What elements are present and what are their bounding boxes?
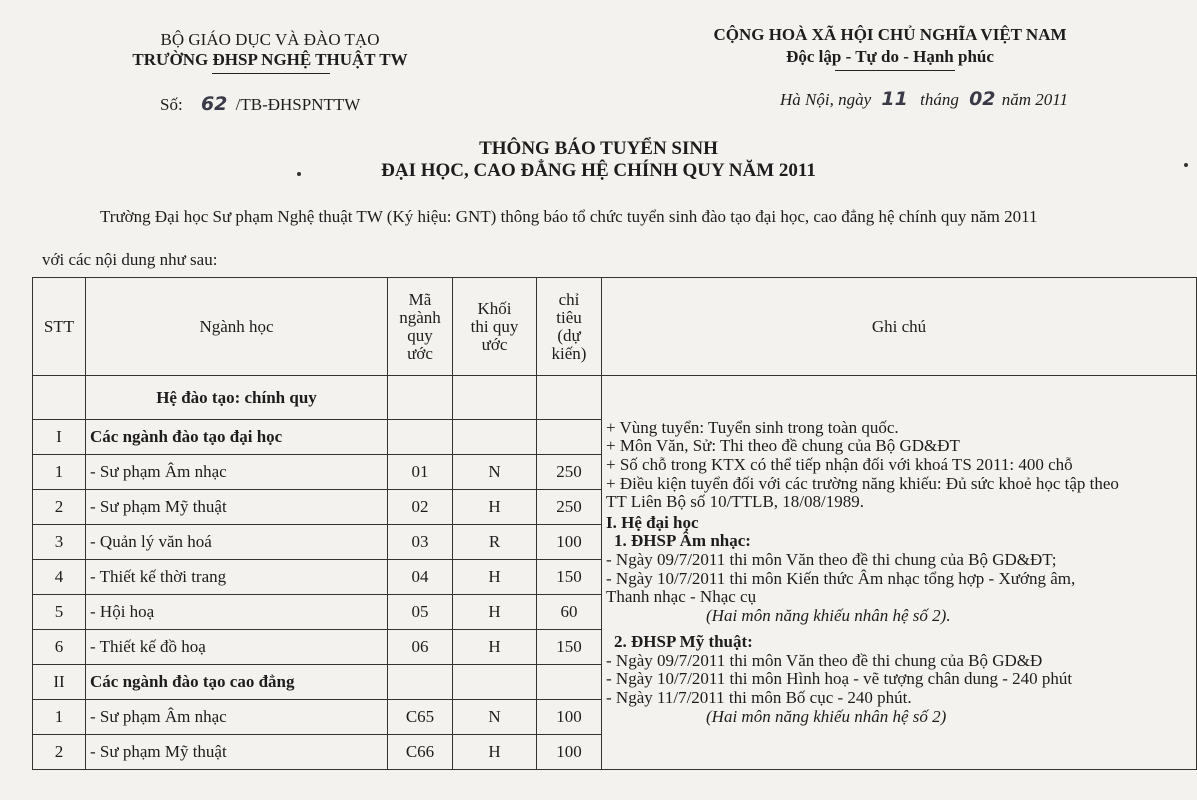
header-quota-line: tiêu <box>556 307 582 327</box>
row-code: 06 <box>388 630 453 665</box>
note-line: - Ngày 10/7/2011 thi môn Kiến thức Âm nhạc tổng hợp - Xướng âm, <box>606 568 1076 588</box>
row-code: 01 <box>388 455 453 490</box>
row-code: 02 <box>388 490 453 525</box>
row-block: H <box>453 490 537 525</box>
row-major: - Hội hoạ <box>86 595 388 630</box>
note-italic: (Hai môn năng khiếu nhân hệ số 2) <box>706 706 947 726</box>
table-header-row <box>33 278 1197 376</box>
group-empty-cell <box>388 665 453 700</box>
header-quota <box>537 278 602 376</box>
doc-no-label: Số: <box>160 95 183 114</box>
row-block: H <box>453 735 537 770</box>
note-line: - Ngày 09/7/2011 thi môn Văn theo đề thi chung của Bộ GD&Đ <box>606 650 1043 670</box>
note-line: - Ngày 11/7/2011 thi môn Bố cục - 240 phút. <box>606 688 912 708</box>
row-block: N <box>453 455 537 490</box>
row-code: 03 <box>388 525 453 560</box>
row-number: 5 <box>33 595 86 630</box>
header-block-line: thi quy <box>470 316 519 336</box>
row-major: - Sư phạm Mỹ thuật <box>86 490 388 525</box>
note-line: - Ngày 09/7/2011 thi môn Văn theo đề thi chung của Bộ GD&ĐT; <box>606 549 1057 569</box>
intro-paragraph: Trường Đại học Sư phạm Nghệ thuật TW (Ký hiệu: GNT) thông báo tổ chức tuyển sinh đào tạo đại học, cao đẳng hệ chính quy năm 2011 <box>100 207 1038 226</box>
row-number: 6 <box>33 630 86 665</box>
notes-cell <box>602 376 1197 770</box>
header-notes: Ghi chú <box>602 278 1197 376</box>
row-major: - Thiết kế đồ hoạ <box>86 630 388 665</box>
date-year: năm 2011 <box>1001 90 1069 109</box>
header-stt: STT <box>33 278 86 376</box>
header-quota-line: kiến) <box>551 343 587 363</box>
note-line: + Vùng tuyển: Tuyển sinh trong toàn quốc. <box>606 417 899 437</box>
group-empty-cell <box>537 420 602 455</box>
ministry-name: BỘ GIÁO DỤC VÀ ĐÀO TẠO <box>160 30 380 49</box>
header-major: Ngành học <box>86 278 388 376</box>
group-roman: I <box>33 420 86 455</box>
group-name: Các ngành đào tạo đại học <box>86 420 388 455</box>
group-name: Các ngành đào tạo cao đẳng <box>86 665 388 700</box>
date-day: 11 <box>881 88 908 110</box>
row-number: 1 <box>33 455 86 490</box>
row-number: 1 <box>33 700 86 735</box>
row-number: 4 <box>33 560 86 595</box>
header-quota-line: chỉ <box>558 289 580 309</box>
system-stt-cell <box>33 376 86 420</box>
system-empty-cell <box>388 376 453 420</box>
row-block: H <box>453 630 537 665</box>
note-line: + Số chỗ trong KTX có thể tiếp nhận đối với khoá TS 2011: 400 chỗ <box>606 454 1073 474</box>
group-empty-cell <box>537 665 602 700</box>
school-underline <box>212 73 330 74</box>
row-block: H <box>453 560 537 595</box>
row-quota: 100 <box>537 735 602 770</box>
header-code-line: quy <box>407 325 433 345</box>
republic-title: CỘNG HOÀ XÃ HỘI CHỦ NGHĨA VIỆT NAM <box>713 25 1067 44</box>
notice-subtitle: ĐẠI HỌC, CAO ĐẲNG HỆ CHÍNH QUY NĂM 2011 <box>381 160 816 181</box>
row-quota: 250 <box>537 490 602 525</box>
note-line: Thanh nhạc - Nhạc cụ <box>606 587 757 607</box>
row-major: - Sư phạm Mỹ thuật <box>86 735 388 770</box>
doc-no-suffix: /TB-ĐHSPNTTW <box>235 95 361 114</box>
row-code: 04 <box>388 560 453 595</box>
row-quota: 150 <box>537 630 602 665</box>
header-code-line: Mã <box>408 289 432 309</box>
date-prefix: Hà Nội, ngày <box>780 90 872 109</box>
note-subheading: 1. ĐHSP Âm nhạc: <box>614 531 751 551</box>
date-month-label: tháng <box>920 90 959 109</box>
admission-table <box>32 277 1197 770</box>
row-quota: 250 <box>537 455 602 490</box>
row-code: 05 <box>388 595 453 630</box>
note-line: - Ngày 10/7/2011 thi môn Hình hoạ - vẽ tượng chân dung - 240 phút <box>606 669 1073 689</box>
date-line <box>780 88 1068 110</box>
row-number: 2 <box>33 490 86 525</box>
date-month: 02 <box>969 88 996 110</box>
motto: Độc lập - Tự do - Hạnh phúc <box>786 47 994 66</box>
row-block: N <box>453 700 537 735</box>
motto-underline <box>835 70 955 71</box>
header-block <box>453 278 537 376</box>
school-name: TRƯỜNG ĐHSP NGHỆ THUẬT TW <box>132 50 408 69</box>
row-quota: 100 <box>537 700 602 735</box>
group-roman: II <box>33 665 86 700</box>
row-code: C66 <box>388 735 453 770</box>
note-heading: I. Hệ đại học <box>606 512 699 532</box>
group-empty-cell <box>453 665 537 700</box>
row-quota: 100 <box>537 525 602 560</box>
row-number: 2 <box>33 735 86 770</box>
header-code-line: ngành <box>399 307 441 327</box>
system-empty-cell <box>537 376 602 420</box>
note-line: + Điều kiện tuyển đối với các trường năng khiếu: Đủ sức khoẻ học tập theo <box>606 473 1119 493</box>
row-number: 3 <box>33 525 86 560</box>
header-block-line: ước <box>481 334 508 354</box>
row-major: - Thiết kế thời trang <box>86 560 388 595</box>
note-italic: (Hai môn năng khiếu nhân hệ số 2). <box>706 605 951 625</box>
intro-continuation: với các nội dung như sau: <box>42 250 218 269</box>
note-line: TT Liên Bộ số 10/TTLB, 18/08/1989. <box>606 492 864 512</box>
system-label: Hệ đào tạo: chính quy <box>86 376 388 420</box>
row-quota: 150 <box>537 560 602 595</box>
group-empty-cell <box>388 420 453 455</box>
row-major: - Sư phạm Âm nhạc <box>86 455 388 490</box>
system-empty-cell <box>453 376 537 420</box>
header-block-line: Khối <box>477 298 512 318</box>
row-block: R <box>453 525 537 560</box>
group-empty-cell <box>453 420 537 455</box>
row-major: - Quản lý văn hoá <box>86 525 388 560</box>
notice-title: THÔNG BÁO TUYỂN SINH <box>479 138 718 159</box>
row-major: - Sư phạm Âm nhạc <box>86 700 388 735</box>
row-code: C65 <box>388 700 453 735</box>
header-quota-line: (dự <box>557 325 581 345</box>
doc-no-handwritten: 62 <box>200 93 228 115</box>
scan-speck <box>297 172 301 176</box>
note-line: + Môn Văn, Sử: Thi theo đề chung của Bộ GD&ĐT <box>606 436 960 456</box>
row-quota: 60 <box>537 595 602 630</box>
document-number <box>160 93 360 115</box>
scan-speck <box>1184 163 1188 167</box>
system-row <box>33 376 1197 420</box>
row-block: H <box>453 595 537 630</box>
header-code-line: ước <box>407 343 433 363</box>
header-code <box>388 278 453 376</box>
note-subheading: 2. ĐHSP Mỹ thuật: <box>614 632 753 652</box>
